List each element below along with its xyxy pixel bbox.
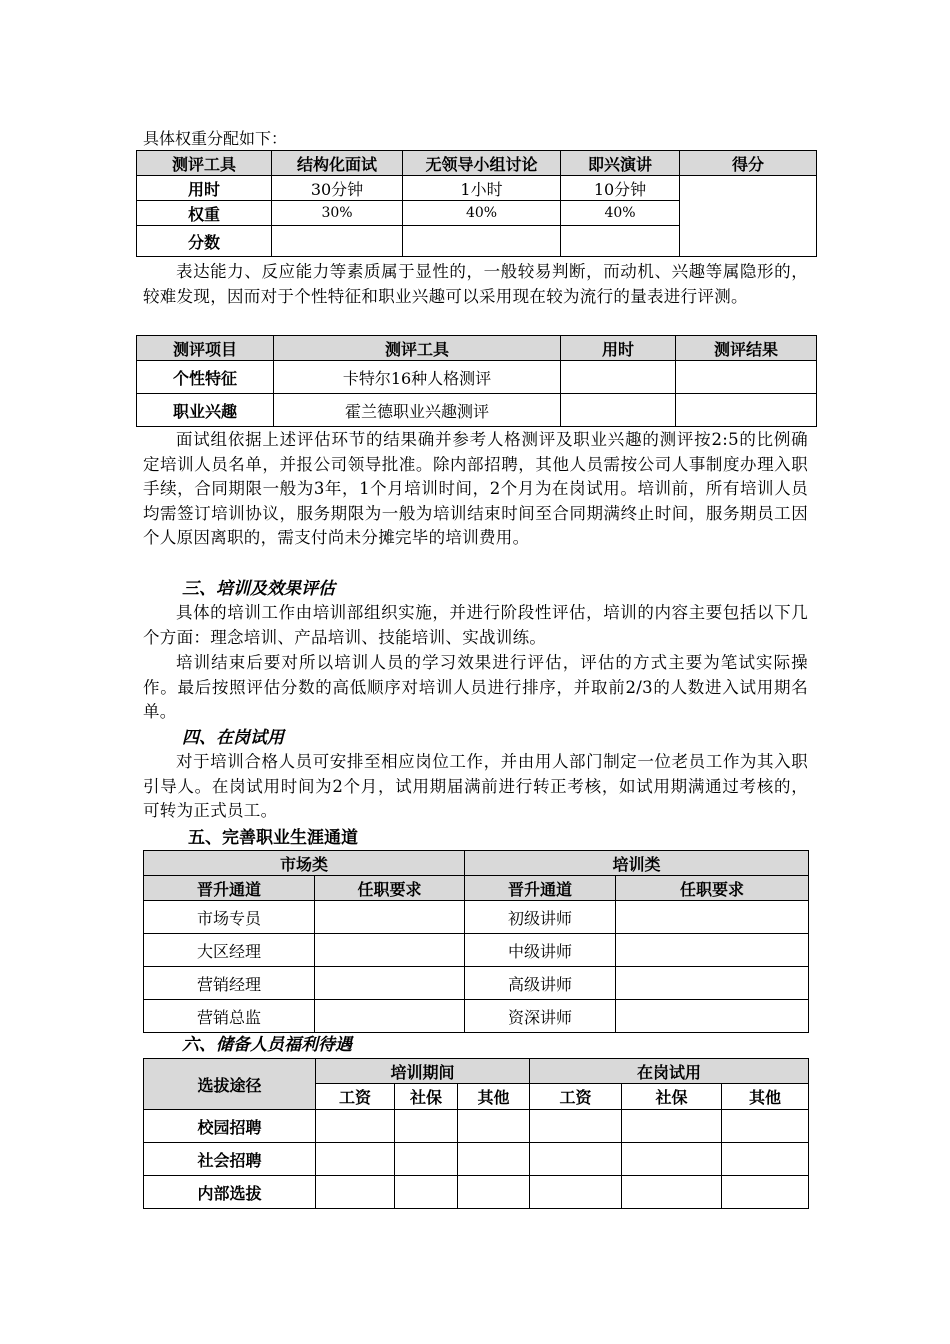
paragraph: 对于培训合格人员可安排至相应岗位工作，并由用人部门制定一位老员工作为其入职引导人。在岗试用时间为2个月，试用期届满前进行转正考核，如试用期满通过考核的，可转为正式员工。 <box>143 752 808 820</box>
paragraph: 表达能力、反应能力等素质属于显性的，一般较易判断，而动机、兴趣等属隐形的，较难发现，因而对于个性特征和职业兴趣可以采用现在较为流行的量表进行评测。 <box>143 262 808 306</box>
table-cell <box>272 226 403 257</box>
table-cell <box>315 1000 465 1033</box>
table-cell: 营销总监 <box>144 1000 315 1033</box>
row-label: 职业兴趣 <box>137 394 274 427</box>
table-cell: 市场专员 <box>144 901 315 934</box>
row-label: 权重 <box>137 201 272 226</box>
paragraph: 面试组依据上述评估环节的结果确并参考人格测评及职业兴趣的测评按2:5的比例确定培训人员名单，并报公司领导批准。除内部招聘，其他人员需按公司人事制度办理入职手续，合同期限一般为3年，1个月培训时间，2个月为在岗试用。培训前，所有培训人员均需签订培训协议，服务期限为一般为培训结束时间至合同期满终止时间，服务期员工因个人原因离职的，需支付尚未分摊完毕的培训费用。 <box>143 430 808 547</box>
col-header: 测评结果 <box>676 336 817 361</box>
table-cell: 30分钟 <box>272 176 403 201</box>
table-cell: 10分钟 <box>561 176 680 201</box>
table-cell <box>315 967 465 1000</box>
col-header: 测评项目 <box>137 336 274 361</box>
col-header: 工资 <box>530 1084 622 1110</box>
row-label: 内部选拔 <box>144 1176 316 1209</box>
col-header: 结构化面试 <box>272 151 403 176</box>
table-cell: 资深讲师 <box>465 1000 616 1033</box>
col-header: 其他 <box>722 1084 809 1110</box>
table-cell <box>676 361 817 394</box>
intro-line: 具体权重分配如下： <box>143 129 288 148</box>
table-cell <box>561 394 676 427</box>
section-heading: 四、在岗试用 <box>182 728 284 748</box>
col-header: 得分 <box>680 151 817 176</box>
table-cell <box>315 901 465 934</box>
table-cell <box>561 226 680 257</box>
section-heading: 三、培训及效果评估 <box>182 579 335 599</box>
paragraph: 具体的培训工作由培训部组织实施，并进行阶段性评估，培训的内容主要包括以下几个方面：理念培训、产品培训、技能培训、实战训练。 <box>143 603 808 647</box>
weight-table <box>136 150 817 257</box>
table-cell <box>561 361 676 394</box>
benefits-table <box>143 1058 809 1209</box>
table-cell <box>616 934 809 967</box>
table-cell: 30% <box>272 201 403 226</box>
row-label: 校园招聘 <box>144 1110 316 1143</box>
row-label: 分数 <box>137 226 272 257</box>
score-cell <box>680 176 817 257</box>
tool-cell: 霍兰德职业兴趣测评 <box>274 394 561 427</box>
col-header: 其他 <box>458 1084 530 1110</box>
group-header: 市场类 <box>144 851 465 876</box>
table-cell <box>616 901 809 934</box>
table-cell: 40% <box>403 201 561 226</box>
section-heading: 五、完善职业生涯通道 <box>188 828 358 848</box>
col-header: 晋升通道 <box>465 876 616 901</box>
table-cell: 1小时 <box>403 176 561 201</box>
section-heading: 六、储备人员福利待遇 <box>182 1035 352 1055</box>
row-label: 用时 <box>137 176 272 201</box>
group-header: 培训类 <box>465 851 809 876</box>
assessment-table <box>136 335 817 427</box>
col-header: 工资 <box>316 1084 395 1110</box>
col-header: 社保 <box>622 1084 722 1110</box>
col-header: 社保 <box>395 1084 458 1110</box>
row-label: 社会招聘 <box>144 1143 316 1176</box>
table-cell: 高级讲师 <box>465 967 616 1000</box>
col-header: 用时 <box>561 336 676 361</box>
row-label: 个性特征 <box>137 361 274 394</box>
table-cell: 40% <box>561 201 680 226</box>
table-cell <box>403 226 561 257</box>
table-cell: 中级讲师 <box>465 934 616 967</box>
table-cell: 初级讲师 <box>465 901 616 934</box>
col-header: 测评工具 <box>274 336 561 361</box>
table-cell <box>616 1000 809 1033</box>
col-header: 任职要求 <box>616 876 809 901</box>
col-header: 即兴演讲 <box>561 151 680 176</box>
row-header: 选拔途径 <box>144 1059 316 1110</box>
table-cell: 大区经理 <box>144 934 315 967</box>
group-header: 培训期间 <box>316 1059 530 1084</box>
col-header: 测评工具 <box>137 151 272 176</box>
career-path-table <box>143 850 809 1033</box>
table-cell <box>315 934 465 967</box>
group-header: 在岗试用 <box>530 1059 809 1084</box>
paragraph: 培训结束后要对所以培训人员的学习效果进行评估，评估的方式主要为笔试实际操作。最后按照评估分数的高低顺序对培训人员进行排序，并取前2/3的人数进入试用期名单。 <box>143 653 808 721</box>
col-header: 任职要求 <box>315 876 465 901</box>
tool-cell: 卡特尔16种人格测评 <box>274 361 561 394</box>
col-header: 晋升通道 <box>144 876 315 901</box>
table-cell: 营销经理 <box>144 967 315 1000</box>
col-header: 无领导小组讨论 <box>403 151 561 176</box>
table-cell <box>616 967 809 1000</box>
table-cell <box>676 394 817 427</box>
